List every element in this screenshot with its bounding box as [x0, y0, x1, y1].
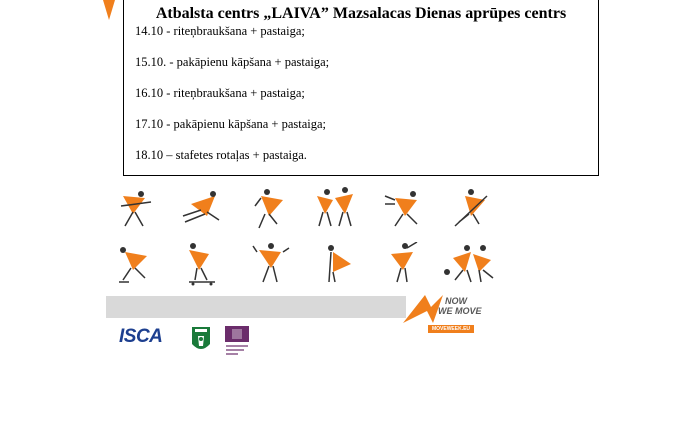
climber-figure-icon	[451, 186, 493, 230]
runner-figure-icon	[251, 186, 293, 230]
athlete-figures-grid	[105, 182, 505, 287]
dancer-figure-icon	[251, 242, 293, 286]
skater-figure-icon	[115, 242, 157, 286]
team-figure-icon	[313, 186, 355, 230]
swimmer-figure-icon	[181, 186, 223, 230]
brand-line-2: WE MOVE	[438, 306, 482, 316]
brand-url: MOVEWEEK.EU	[428, 325, 474, 333]
sprinter-figure-icon	[383, 186, 425, 230]
corner-accent-mark	[103, 0, 115, 20]
gymnast-figure-icon	[383, 242, 425, 286]
skier-figure-icon	[115, 186, 157, 230]
schedule-item: 17.10 - pakāpienu kāpšana + pastaiga;	[135, 117, 327, 131]
skateboarder-figure-icon	[181, 242, 223, 286]
schedule-item: 16.10 - riteņbraukšana + pastaiga;	[135, 86, 305, 100]
page-title: Atbalsta centrs „LAIVA” Mazsalacas Dienas aprūpes centrs	[155, 5, 567, 22]
isca-logo: ISCA	[119, 326, 163, 347]
schedule-item: 15.10. - pakāpienu kāpšana + pastaiga;	[135, 55, 330, 69]
ministry-crest-icon	[224, 325, 250, 357]
footer-band	[106, 296, 406, 318]
football-players-figure-icon	[439, 242, 499, 286]
stretching-figure-icon	[313, 242, 355, 286]
brand-line-1: NOW	[445, 296, 467, 306]
schedule-item: 18.10 – stafetes rotaļas + pastaiga.	[135, 148, 307, 162]
lsfp-crest-icon	[191, 326, 211, 354]
schedule-item: 14.10 - riteņbraukšana + pastaiga;	[135, 24, 305, 38]
schedule-box	[123, 0, 599, 176]
